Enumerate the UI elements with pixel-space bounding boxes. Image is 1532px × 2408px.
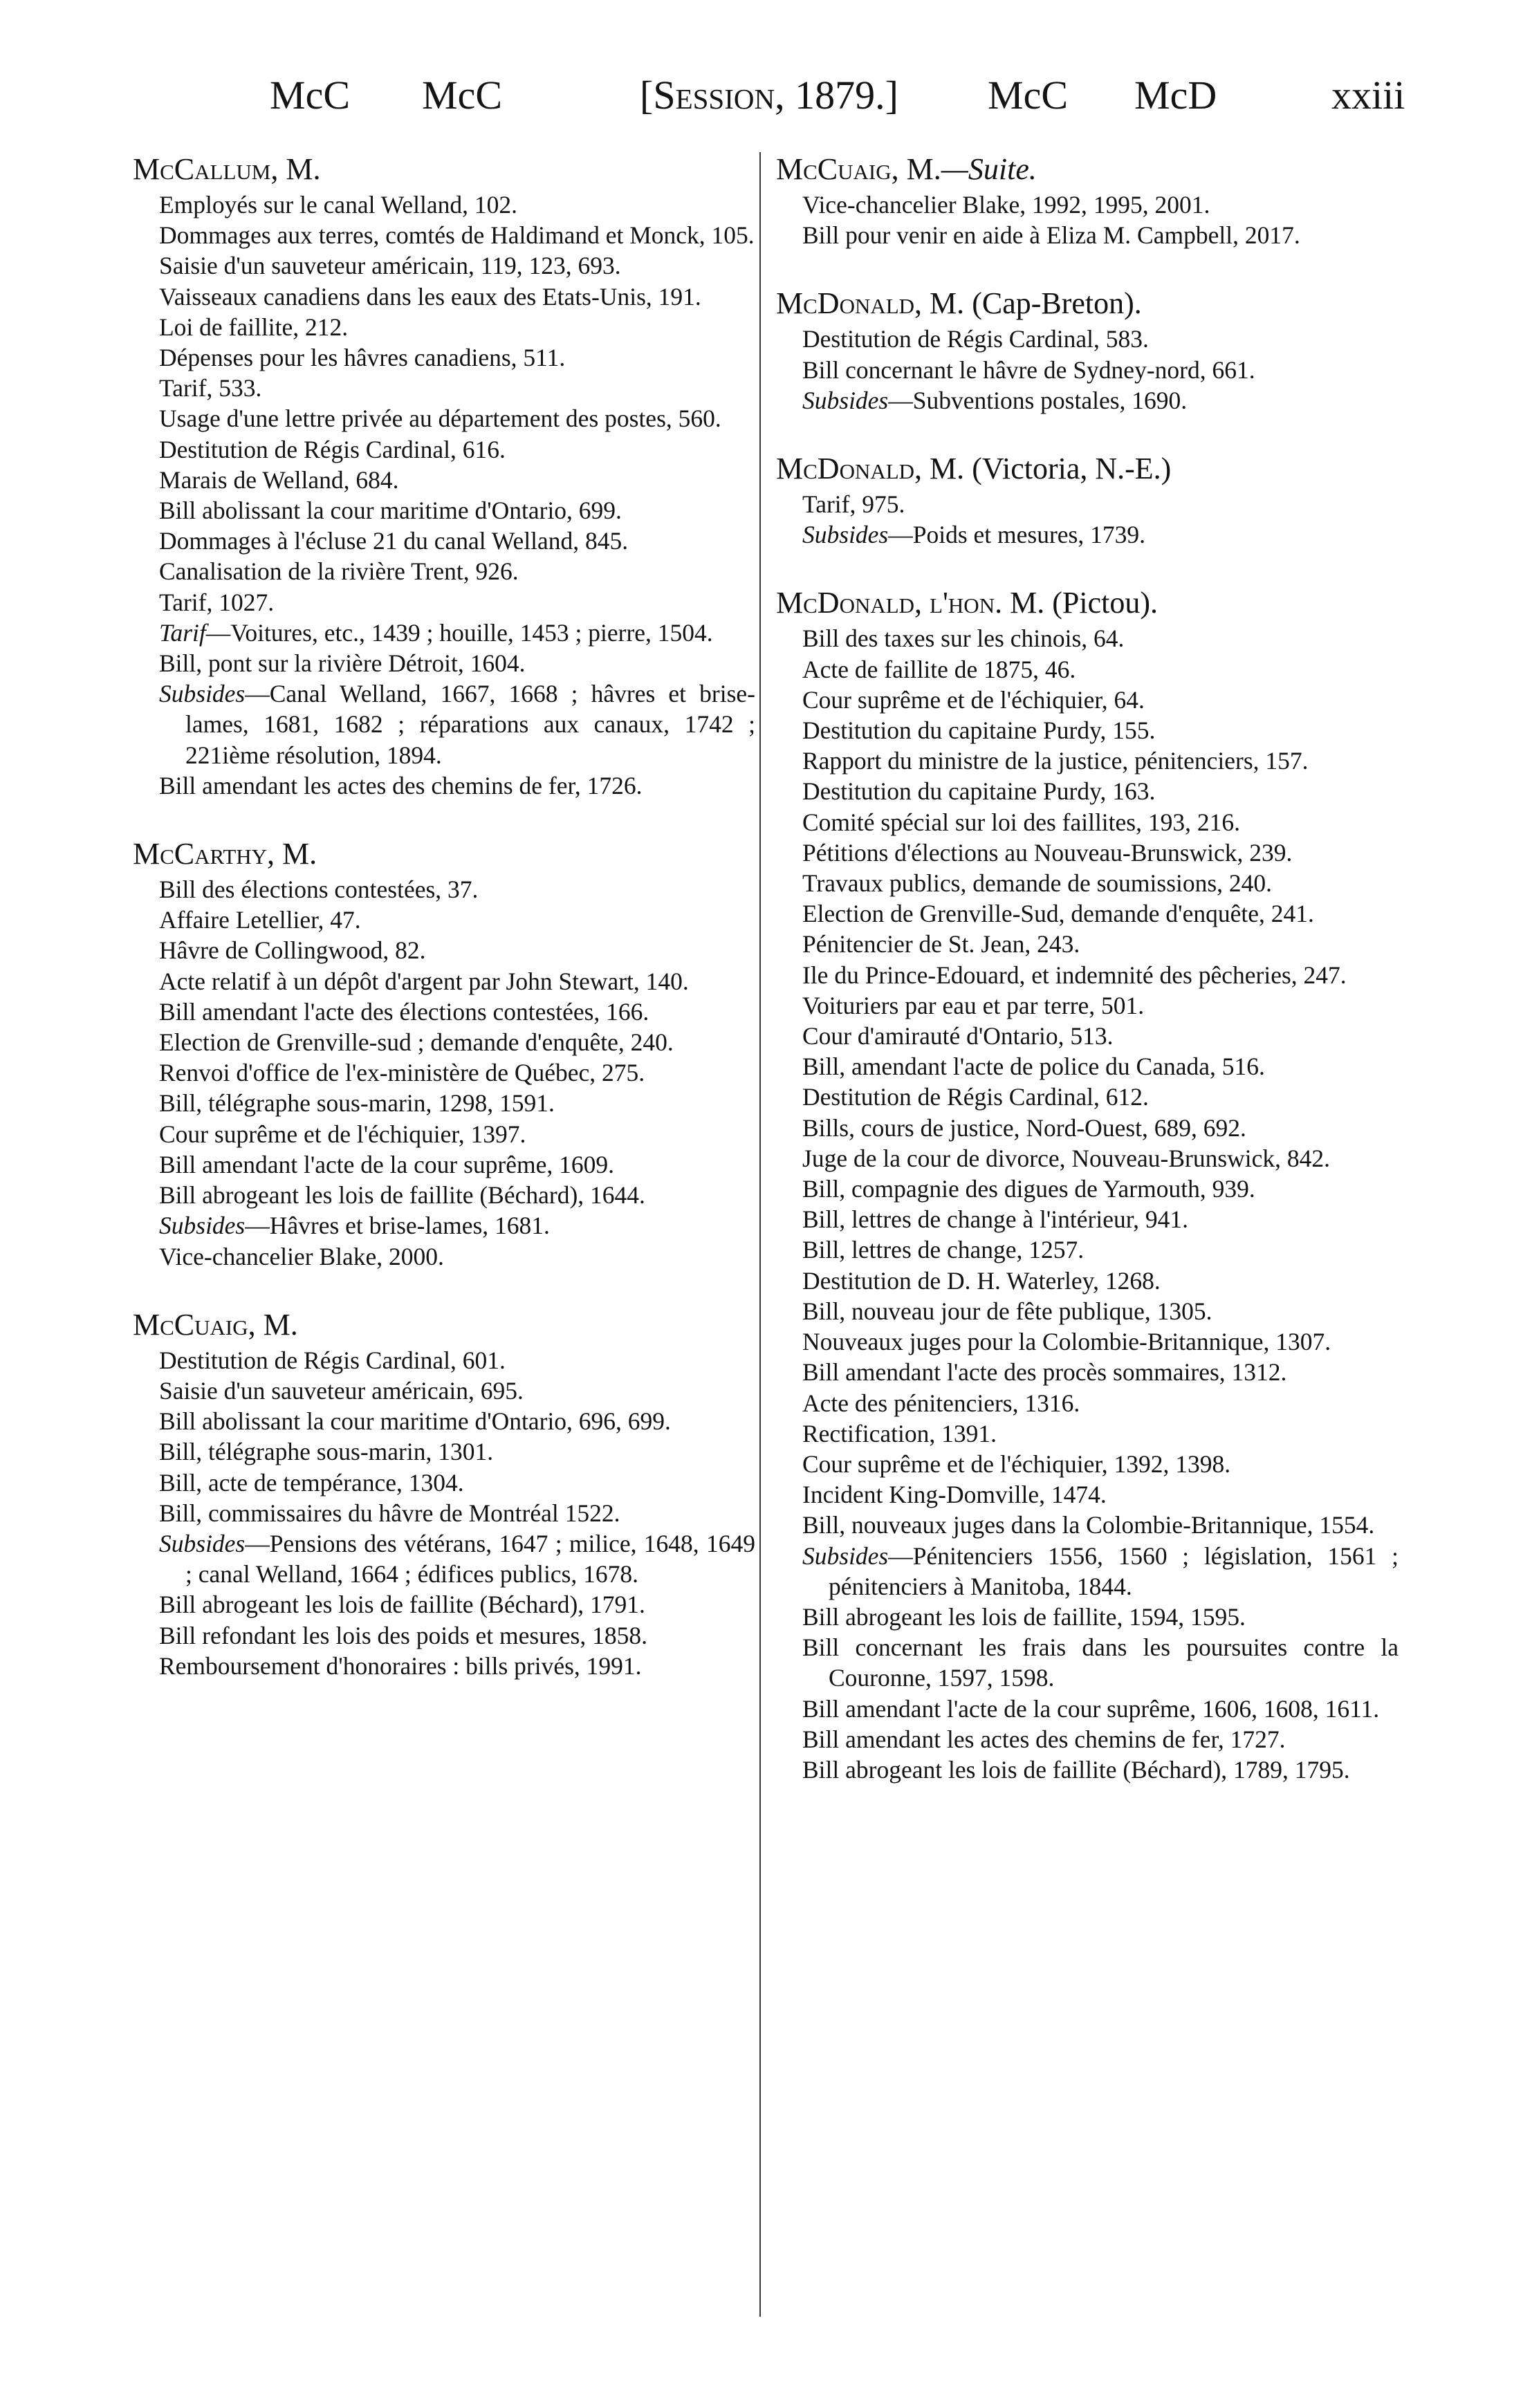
member-heading (776, 584, 1399, 622)
index-entry (802, 1266, 1399, 1296)
entry-text: Bill des taxes sur les chinois, 64. (802, 624, 1125, 653)
index-entry (802, 1449, 1399, 1479)
entry-text: Ile du Prince-Edouard, et indemnité des pêcheries, 247. (802, 961, 1347, 989)
entry-text: —Poids et mesures, 1739. (888, 521, 1145, 549)
entry-text: Incident King-Domville, 1474. (802, 1481, 1107, 1509)
entry-text: Destitution de D. H. Waterley, 1268. (802, 1266, 1161, 1295)
entry-text: —Subventions postales, 1690. (888, 386, 1188, 414)
header-right-label-2: McD (1134, 73, 1217, 118)
index-entry (159, 1376, 755, 1406)
index-entry (802, 1602, 1399, 1632)
entry-text: Tarif, 1027. (159, 588, 275, 616)
member-name: McDonald, M. (776, 452, 965, 486)
index-entry (159, 997, 755, 1027)
entry-text: —Hâvres et brise-lames, 1681. (245, 1212, 550, 1240)
entry-text: Canalisation de la rivière Trent, 926. (159, 557, 519, 586)
entry-text: Bills, cours de justice, Nord-Ouest, 689, 692. (802, 1113, 1246, 1142)
entry-text: Usage d'une lettre privée au département des postes, 560. (159, 405, 721, 433)
index-entry (802, 1418, 1399, 1449)
entry-text: —Pénitenciers 1556, 1560 ; législation, 1561 ; pénitenciers à Manitoba, 1844. (829, 1541, 1399, 1600)
page-header (0, 72, 1532, 127)
index-entry (159, 1467, 755, 1498)
entry-text: Juge de la cour de divorce, Nouveau-Brunswick, 842. (802, 1144, 1331, 1172)
index-entry (159, 1149, 755, 1180)
index-entry (159, 1027, 755, 1057)
index-entry (802, 1021, 1399, 1051)
right-column (776, 151, 1399, 1785)
entry-text: Cour d'amirauté d'Ontario, 513. (802, 1022, 1114, 1050)
entry-text: Bill concernant les frais dans les poursuites contre la Couronne, 1597, 1598. (802, 1633, 1399, 1692)
index-entry (159, 587, 755, 618)
index-entry (802, 685, 1399, 715)
entry-text: Cour suprême et de l'échiquier, 64. (802, 685, 1145, 714)
entry-text: Rapport du ministre de la justice, pénitenciers, 157. (802, 747, 1309, 775)
member-heading (133, 835, 755, 873)
entry-text: Saisie d'un sauveteur américain, 695. (159, 1376, 524, 1405)
entry-text: Destitution du capitaine Purdy, 155. (802, 716, 1156, 745)
entry-text: Bill amendant l'acte de la cour suprême, 1606, 1608, 1611. (802, 1694, 1380, 1723)
index-entry (802, 1296, 1399, 1326)
index-entry (159, 526, 755, 556)
member-heading-suffix: —Suite. (941, 152, 1037, 186)
index-entry (802, 385, 1399, 416)
entry-text: Vaisseaux canadiens dans les eaux des Etats-Unis, 191. (159, 282, 701, 311)
entry-text: Acte de faillite de 1875, 46. (802, 655, 1076, 683)
index-entry (159, 966, 755, 997)
member-heading (776, 151, 1399, 188)
index-entry (159, 618, 755, 648)
entry-text: Bill amendant les actes des chemins de fer, 1727. (802, 1725, 1286, 1753)
index-entry (159, 905, 755, 935)
entry-text: —Voitures, etc., 1439 ; houille, 1453 ; pierre, 1504. (205, 618, 713, 647)
member-name: McCallum, M. (133, 152, 321, 186)
index-entry (159, 556, 755, 586)
index-entry (159, 465, 755, 495)
index-entry (802, 990, 1399, 1021)
index-entry (802, 1234, 1399, 1265)
index-entry (159, 1406, 755, 1436)
index-entry (802, 324, 1399, 354)
entry-text: Bill amendant l'acte des procès sommaires, 1312. (802, 1358, 1287, 1387)
index-entry (802, 1204, 1399, 1234)
member-heading-suffix: (Cap-Breton). (964, 286, 1142, 321)
index-entry (802, 807, 1399, 837)
index-entry (802, 929, 1399, 959)
index-entry (802, 868, 1399, 898)
index-entry (159, 403, 755, 434)
entry-text: Bill abrogeant les lois de faillite (Béchard), 1644. (159, 1181, 645, 1210)
entry-text: Acte relatif à un dépôt d'argent par John Stewart, 140. (159, 967, 689, 995)
entry-text: Pénitencier de St. Jean, 243. (802, 930, 1080, 958)
entry-text: —Pensions des vétérans, 1647 ; milice, 1648, 1649 ; canal Welland, 1664 ; édifices publics, 1678. (185, 1529, 755, 1589)
entry-text: Election de Grenville-Sud, demande d'enquête, 241. (802, 900, 1314, 928)
entry-text: Dépenses pour les hâvres canadiens, 511. (159, 344, 566, 372)
entry-text: Nouveaux juges pour la Colombie-Britannique, 1307. (802, 1328, 1331, 1356)
index-entry (159, 678, 755, 770)
entry-text: Bill, télégraphe sous-marin, 1301. (159, 1438, 494, 1466)
index-entry (159, 281, 755, 312)
index-entry (802, 837, 1399, 868)
entry-text: Saisie d'un sauveteur américain, 119, 123, 693. (159, 252, 621, 280)
entry-label: Subsides (802, 386, 889, 414)
entry-text: Rectification, 1391. (802, 1419, 997, 1447)
index-entry (802, 1051, 1399, 1082)
member-name: McCarthy, M. (133, 837, 317, 871)
entry-label: Subsides (802, 1541, 889, 1570)
index-entry (159, 1210, 755, 1241)
entry-text: Bill, lettres de change, 1257. (802, 1236, 1085, 1264)
entry-label: Tarif (159, 618, 206, 647)
entry-text: Bill pour venir en aide à Eliza M. Campbell, 2017. (802, 221, 1300, 250)
index-entry (802, 623, 1399, 654)
entry-label: Subsides (159, 680, 246, 708)
entry-text: Bill, nouveau jour de fête publique, 1305. (802, 1297, 1212, 1325)
index-entry (802, 1357, 1399, 1387)
index-entry (159, 1119, 755, 1149)
index-entry (802, 519, 1399, 550)
member-heading (776, 285, 1399, 322)
entry-text: Bill abolissant la cour maritime d'Ontario, 696, 699. (159, 1407, 671, 1436)
entry-text: Bill des élections contestées, 37. (159, 876, 479, 904)
entry-text: Vice-chancelier Blake, 2000. (159, 1242, 444, 1270)
index-entry (802, 1510, 1399, 1540)
member-name: McDonald, M. (776, 286, 965, 321)
index-entry (802, 1082, 1399, 1112)
column-divider (759, 152, 761, 2317)
entry-text: Employés sur le canal Welland, 102. (159, 191, 518, 219)
member-name: McCuaig, M. (133, 1307, 298, 1342)
entry-text: Cour suprême et de l'échiquier, 1397. (159, 1120, 526, 1148)
index-entry (159, 250, 755, 281)
member-heading-suffix: (Victoria, N.-E.) (964, 452, 1172, 486)
index-entry (159, 312, 755, 342)
entry-text: Bill, lettres de change à l'intérieur, 941. (802, 1205, 1188, 1234)
member-name: McCuaig, M. (776, 152, 941, 186)
entry-text: Bill amendant l'acte des élections contestées, 166. (159, 997, 649, 1026)
entry-text: Remboursement d'honoraires : bills privés, 1991. (159, 1651, 642, 1680)
entry-text: Vice-chancelier Blake, 1992, 1995, 2001. (802, 191, 1210, 219)
entry-text: Destitution de Régis Cardinal, 583. (802, 325, 1149, 353)
index-entry (802, 189, 1399, 220)
index-entry (159, 874, 755, 905)
member-heading (133, 151, 755, 188)
left-column (133, 151, 755, 1681)
entry-text: Bill abolissant la cour maritime d'Ontario, 699. (159, 497, 622, 525)
entry-text: Marais de Welland, 684. (159, 465, 399, 494)
index-entry (802, 654, 1399, 685)
index-entry (159, 189, 755, 220)
index-entry (802, 776, 1399, 806)
index-entry (159, 935, 755, 965)
entry-text: Bill, compagnie des digues de Yarmouth, 939. (802, 1175, 1255, 1203)
index-entry (802, 1479, 1399, 1510)
index-entry (802, 1388, 1399, 1418)
index-entry (159, 770, 755, 801)
entry-text: Travaux publics, demande de soumissions, 240. (802, 869, 1273, 898)
index-entry (159, 1436, 755, 1467)
index-entry (802, 745, 1399, 776)
index-entry (802, 1143, 1399, 1174)
entry-text: Voituriers par eau et par terre, 501. (802, 991, 1145, 1019)
entry-text: Renvoi d'office de l'ex-ministère de Québec, 275. (159, 1059, 645, 1087)
entry-text: Pétitions d'élections au Nouveau-Brunswick, 239. (802, 838, 1293, 867)
entry-text: Bill abrogeant les lois de faillite (Béchard), 1789, 1795. (802, 1755, 1350, 1784)
entry-text: Bill refondant les lois des poids et mesures, 1858. (159, 1621, 647, 1649)
header-left-label-1: McC (270, 73, 350, 118)
index-entry (159, 220, 755, 250)
entry-text: Destitution de Régis Cardinal, 612. (802, 1083, 1149, 1111)
index-entry (159, 1620, 755, 1651)
entry-label: Subsides (802, 521, 889, 549)
index-entry (802, 1724, 1399, 1754)
entry-text: Dommages aux terres, comtés de Haldimand et Monck, 105. (159, 221, 755, 250)
entry-text: Bill abrogeant les lois de faillite (Béchard), 1791. (159, 1591, 645, 1619)
index-entry (159, 648, 755, 678)
index-entry (802, 1694, 1399, 1724)
entry-text: Tarif, 533. (159, 374, 262, 402)
index-entry (159, 1088, 755, 1118)
header-right-label-1: McC (988, 73, 1068, 118)
entry-text: Affaire Letellier, 47. (159, 906, 361, 934)
entry-text: Bill, pont sur la rivière Détroit, 1604. (159, 649, 526, 678)
index-entry (159, 1589, 755, 1620)
index-entry (159, 1057, 755, 1088)
entry-text: Loi de faillite, 212. (159, 313, 349, 341)
entry-text: Bill, amendant l'acte de police du Canada, 516. (802, 1053, 1265, 1081)
entry-text: Acte des pénitenciers, 1316. (802, 1389, 1080, 1417)
entry-text: Bill, commissaires du hâvre de Montréal 1522. (159, 1499, 620, 1527)
index-entry (802, 960, 1399, 990)
index-entry (159, 1528, 755, 1589)
entry-text: Tarif, 975. (802, 490, 905, 519)
page-number: xxiii (1331, 73, 1405, 118)
index-entry (802, 715, 1399, 745)
entry-text: Dommages à l'écluse 21 du canal Welland, 845. (159, 527, 629, 555)
entry-text: Bill amendant l'acte de la cour suprême, 1609. (159, 1150, 614, 1178)
entry-text: Bill abrogeant les lois de faillite, 1594, 1595. (802, 1602, 1246, 1631)
index-entry (159, 342, 755, 373)
entry-text: Bill, acte de tempérance, 1304. (159, 1468, 464, 1497)
header-left-label-2: McC (422, 73, 502, 118)
entry-text: Bill, nouveaux juges dans la Colombie-Britannique, 1554. (802, 1511, 1375, 1539)
header-session: [Session, 1879.] (640, 73, 898, 118)
entry-text: Bill concernant le hâvre de Sydney-nord, 661. (802, 355, 1255, 384)
index-entry (802, 1326, 1399, 1357)
member-heading (776, 450, 1399, 488)
index-entry (159, 373, 755, 403)
entry-text: —Canal Welland, 1667, 1668 ; hâvres et brise-lames, 1681, 1682 ; réparations aux canaux, 1742 ; 221ième résolution, 1894. (185, 680, 755, 769)
index-entry (802, 898, 1399, 929)
index-entry (802, 355, 1399, 385)
entry-text: Comité spécial sur loi des faillites, 193, 216. (802, 808, 1240, 836)
index-entry (159, 1651, 755, 1681)
index-entry (159, 1498, 755, 1528)
entry-text: Bill amendant les actes des chemins de fer, 1726. (159, 771, 643, 799)
index-entry (802, 220, 1399, 250)
index-entry (159, 495, 755, 526)
member-heading (133, 1306, 755, 1344)
entry-text: Destitution de Régis Cardinal, 601. (159, 1346, 506, 1374)
index-entry (159, 1345, 755, 1376)
index-entry (159, 1241, 755, 1272)
index-entry (802, 1541, 1399, 1602)
index-entry (802, 1754, 1399, 1785)
index-entry (802, 1632, 1399, 1693)
index-entry (802, 1113, 1399, 1143)
index-entry (802, 1174, 1399, 1204)
entry-label: Subsides (159, 1529, 246, 1557)
entry-text: Hâvre de Collingwood, 82. (159, 936, 426, 965)
entry-text: Cour suprême et de l'échiquier, 1392, 1398. (802, 1450, 1231, 1478)
entry-text: Election de Grenville-sud ; demande d'enquête, 240. (159, 1028, 674, 1057)
entry-text: Destitution de Régis Cardinal, 616. (159, 435, 506, 463)
index-entry (802, 489, 1399, 519)
entry-text: Destitution du capitaine Purdy, 163. (802, 777, 1156, 806)
index-entry (159, 434, 755, 465)
entry-label: Subsides (159, 1212, 246, 1240)
member-heading-suffix: (Pictou). (1044, 586, 1158, 620)
index-entry (159, 1180, 755, 1210)
member-name: McDonald, l'hon. M. (776, 586, 1045, 620)
entry-text: Bill, télégraphe sous-marin, 1298, 1591. (159, 1089, 555, 1118)
